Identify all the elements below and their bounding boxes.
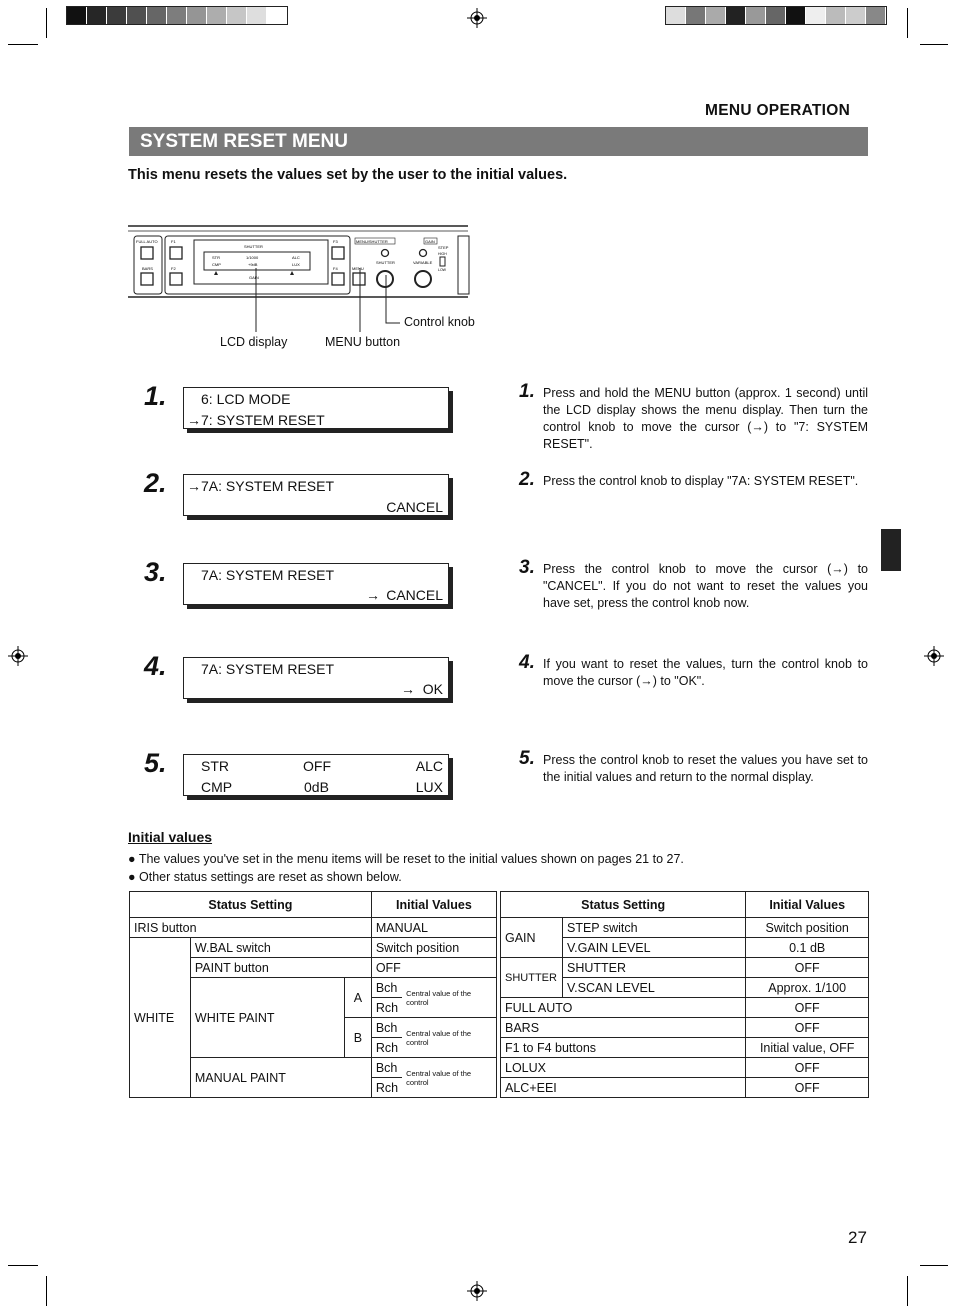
table-cell: V.SCAN LEVEL — [562, 978, 745, 998]
callout-lines — [250, 265, 410, 335]
color-bar-left — [66, 6, 288, 25]
lcd-screen-step-1 — [183, 387, 449, 429]
step-text: Press and hold the MENU button (approx. 1 second) until the LCD display shows the menu display. Then turn the control knob to move the cursor (→) to "7: SYSTEM RESET". — [543, 386, 868, 451]
gain-label: GAIN — [425, 239, 435, 244]
initial-values-table-left — [129, 891, 497, 1098]
column-header: Initial Values — [746, 892, 869, 918]
table-cell: Central value of the control — [402, 978, 496, 1018]
arrow-right-icon: → — [187, 478, 201, 494]
menu-button-label: MENU button — [325, 335, 401, 349]
table-cell: OFF — [746, 1078, 869, 1098]
f4-label: F4 — [333, 266, 338, 271]
page-number: 27 — [848, 1228, 867, 1247]
step-text: If you want to reset the values, turn the control knob to move the cursor (→) to "OK". — [543, 657, 868, 688]
step-text: Press the control knob to reset the values you have set to the initial values and return to the normal display. — [543, 753, 868, 784]
f1-label: F1 — [171, 239, 176, 244]
table-cell: SHUTTER — [501, 958, 563, 998]
lcd-line: CANCEL — [386, 499, 443, 515]
control-knob-label: Control knob — [404, 315, 475, 329]
step-number: 4. — [519, 652, 535, 673]
table-cell: 0.1 dB — [746, 938, 869, 958]
section-heading: MENU OPERATION — [705, 102, 851, 119]
table-cell: OFF — [746, 958, 869, 978]
step-text: Press the control knob to move the cursor (→) to "CANCEL". If you do not want to reset the values you have set, press the control knob now. — [543, 562, 868, 610]
table-cell: Rch — [371, 1078, 402, 1098]
table-cell: B — [344, 1018, 371, 1058]
step-number: 2. — [519, 469, 535, 490]
crop-mark — [8, 44, 38, 45]
step-number: 3. — [519, 557, 535, 578]
high-label: HIGH — [438, 252, 447, 256]
step-number: 3. — [144, 557, 167, 587]
column-header: Status Setting — [501, 892, 746, 918]
table-cell: MANUAL PAINT — [190, 1058, 371, 1098]
mini-lcd-cmp: CMP — [212, 262, 221, 267]
crop-mark — [8, 1265, 38, 1266]
table-cell: MANUAL — [371, 918, 496, 938]
initial-values-table-right — [500, 891, 869, 1098]
table-cell: FULL AUTO — [501, 998, 746, 1018]
mini-lcd-val1: 1/1000 — [246, 255, 259, 260]
lcd-display-label: LCD display — [220, 335, 288, 349]
bars-label: BARS — [142, 266, 153, 271]
page-subtitle: This menu resets the values set by the user to the initial values. — [128, 167, 568, 183]
menu-shutter-label: MENU/SHUTTER — [356, 239, 388, 244]
table-cell: IRIS button — [130, 918, 372, 938]
shutter-label: SHUTTER — [376, 260, 395, 265]
table-cell: Bch — [371, 1058, 402, 1078]
table-cell: Approx. 1/100 — [746, 978, 869, 998]
crop-mark — [46, 8, 47, 38]
table-cell: GAIN — [501, 918, 563, 958]
table-cell: OFF — [746, 1018, 869, 1038]
lcd-screen-step-5 — [183, 754, 449, 796]
lcd-line: CMP — [201, 779, 233, 795]
lcd-line: ALC — [415, 758, 443, 774]
registration-mark-icon — [467, 8, 487, 28]
table-cell: ALC+EEI — [501, 1078, 746, 1098]
mini-lcd-head: SHUTTER — [244, 244, 263, 249]
table-cell: W.BAL switch — [190, 938, 371, 958]
lcd-line: OFF — [303, 758, 331, 774]
mini-lcd-str: STR — [212, 255, 220, 260]
table-cell: Initial value, OFF — [746, 1038, 869, 1058]
table-cell: OFF — [746, 1058, 869, 1078]
low-label: LOW — [438, 268, 446, 272]
step-number: 1. — [519, 381, 535, 402]
step-number: 5. — [144, 748, 167, 778]
step-number: 4. — [144, 651, 167, 681]
table-cell: Rch — [371, 1038, 402, 1058]
initial-values-title: Initial values — [128, 829, 213, 845]
table-cell: Central value of the control — [402, 1018, 496, 1058]
step-text: Press the control knob to display "7A: SYSTEM RESET". — [543, 474, 859, 488]
crop-mark — [46, 1276, 47, 1306]
crop-mark — [920, 1265, 948, 1266]
chapter-tab — [881, 529, 901, 571]
table-cell: PAINT button — [190, 958, 371, 978]
lcd-line: 7A: SYSTEM RESET — [201, 478, 335, 494]
f2-label: F2 — [171, 266, 176, 271]
lcd-line: 7: SYSTEM RESET — [201, 412, 325, 428]
page-title: SYSTEM RESET MENU — [129, 127, 868, 156]
table-cell: F1 to F4 buttons — [501, 1038, 746, 1058]
arrow-right-icon: → — [366, 587, 380, 603]
table-cell: STEP switch — [562, 918, 745, 938]
table-cell: WHITE — [130, 938, 191, 1098]
bullet-text: Other status settings are reset as shown below. — [139, 870, 402, 884]
column-header: Initial Values — [371, 892, 496, 918]
lcd-line: CANCEL — [386, 587, 443, 603]
table-cell: OFF — [371, 958, 496, 978]
step-number: 5. — [519, 748, 535, 769]
lcd-line: LUX — [415, 779, 443, 795]
lcd-screen-step-4 — [183, 657, 449, 699]
lcd-line: 0dB — [304, 779, 329, 795]
table-cell: Bch — [371, 1018, 402, 1038]
mini-lcd-lux: LUX — [292, 262, 300, 267]
table-cell: SHUTTER — [562, 958, 745, 978]
registration-mark-icon — [924, 646, 944, 666]
table-cell: BARS — [501, 1018, 746, 1038]
table-cell: OFF — [746, 998, 869, 1018]
menu-label: MENU — [352, 266, 364, 271]
step-label: STEP — [438, 245, 449, 250]
table-cell: Rch — [371, 998, 402, 1018]
lcd-line: OK — [422, 681, 443, 697]
lcd-line: 7A: SYSTEM RESET — [201, 661, 335, 677]
bullet-item: ● The values you've set in the menu items will be reset to the initial values shown on pages 21 to 27. — [128, 852, 684, 866]
table-cell: Central value of the control — [402, 1058, 496, 1098]
step-number: 2. — [144, 468, 167, 498]
table-cell: WHITE PAINT — [190, 978, 344, 1058]
table-cell: Switch position — [746, 918, 869, 938]
step-number: 1. — [144, 381, 167, 411]
full-auto-label: FULL AUTO — [136, 239, 158, 244]
crop-mark — [907, 1276, 908, 1306]
lcd-screen-step-2 — [183, 474, 449, 516]
table-cell: LOLUX — [501, 1058, 746, 1078]
lcd-line: STR — [201, 758, 229, 774]
mini-lcd-val2: +9dB — [248, 262, 258, 267]
mini-lcd-alc: ALC — [292, 255, 300, 260]
registration-mark-icon — [467, 1281, 487, 1301]
color-bar-right — [665, 6, 887, 25]
table-cell: V.GAIN LEVEL — [562, 938, 745, 958]
column-header: Status Setting — [130, 892, 372, 918]
f3-label: F3 — [333, 239, 338, 244]
bullet-item: ● Other status settings are reset as shown below. — [128, 870, 402, 884]
table-cell: Switch position — [371, 938, 496, 958]
bullet-text: The values you've set in the menu items will be reset to the initial values shown on pages 21 to 27. — [138, 852, 684, 866]
lcd-line: 7A: SYSTEM RESET — [201, 567, 335, 583]
lcd-screen-step-3 — [183, 563, 449, 605]
arrow-right-icon: → — [187, 412, 201, 428]
arrow-right-icon: → — [401, 681, 415, 697]
table-cell: Bch — [371, 978, 402, 998]
crop-mark — [907, 8, 908, 38]
lcd-line: 6: LCD MODE — [201, 391, 291, 407]
registration-mark-icon — [8, 646, 28, 666]
mini-lcd-gain: GAIN — [249, 275, 259, 280]
variable-label: VARIABLE — [413, 260, 433, 265]
crop-mark — [920, 44, 948, 45]
table-cell: A — [344, 978, 371, 1018]
